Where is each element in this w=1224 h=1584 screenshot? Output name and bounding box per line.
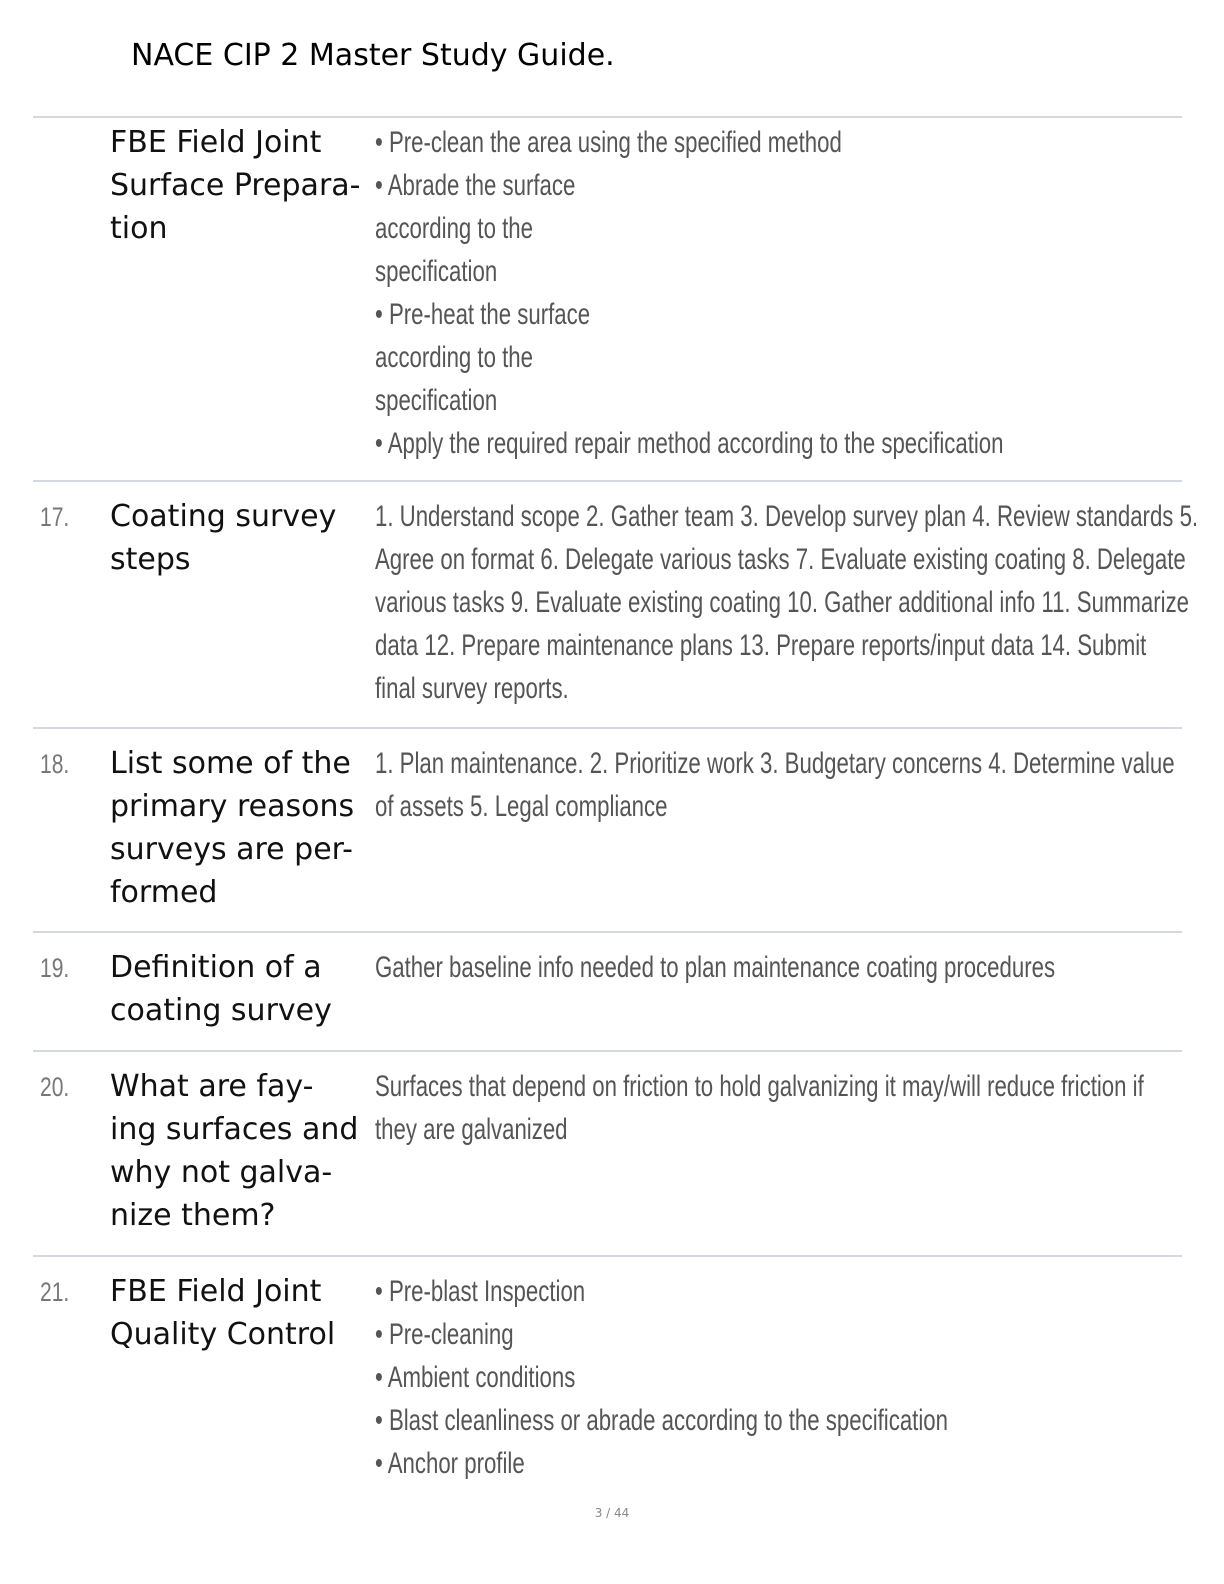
page-number: 3 / 44 (594, 1506, 630, 1520)
term-line: primary reasons (110, 789, 355, 824)
answer-line: • Pre-cleaning (375, 1318, 514, 1351)
term-line: Definition of a (110, 950, 322, 985)
card-number: 20. (40, 1072, 70, 1102)
answer-line: specification (375, 255, 498, 288)
card-answer (375, 1270, 1159, 1485)
card-number: 19. (40, 953, 70, 983)
document-title: NACE CIP 2 Master Study Guide. (131, 38, 615, 73)
answer-line: data 12. Prepare maintenance plans 13. Prepare reports/input data 14. Submit (375, 629, 1147, 662)
answer-line: • Anchor profile (375, 1447, 525, 1480)
answer-line: various tasks 9. Evaluate existing coating 10. Gather additional info 11. Summarize (375, 586, 1190, 619)
term-line: nize them? (110, 1198, 276, 1233)
answer-line: of assets 5. Legal compliance (375, 790, 668, 823)
answer-line: Gather baseline info needed to plan maintenance coating procedures (375, 951, 1056, 984)
term-line: List some of the (110, 746, 351, 781)
term-line: formed (110, 875, 218, 910)
answer-line: Surfaces that depend on friction to hold galvanizing it may/will reduce friction if (375, 1070, 1144, 1103)
term-line: FBE Field Joint (110, 125, 322, 160)
flashcard (33, 480, 1199, 727)
term-line: tion (110, 211, 168, 246)
answer-line: • Pre-blast Inspection (375, 1275, 586, 1308)
term-line: ing surfaces and (110, 1112, 359, 1147)
card-number: 18. (40, 749, 70, 779)
card-number: 17. (40, 502, 70, 532)
answer-line: • Ambient conditions (375, 1361, 576, 1394)
answer-line: specification (375, 384, 498, 417)
card-term (110, 742, 368, 914)
answer-line: • Pre-clean the area using the specified method (375, 126, 842, 159)
flashcard (33, 1050, 1182, 1255)
term-line: FBE Field Joint (110, 1274, 322, 1309)
answer-line: • Abrade the surface (375, 169, 576, 202)
card-term (110, 121, 368, 250)
card-answer (375, 121, 1159, 465)
card-term (110, 495, 368, 581)
answer-line: 1. Plan maintenance. 2. Prioritize work 3. Budgetary concerns 4. Determine value (375, 747, 1175, 780)
answer-line: 1. Understand scope 2. Gather team 3. Develop survey plan 4. Review standards 5. (375, 500, 1199, 533)
answer-line: • Blast cleanliness or abrade according to the specification (375, 1404, 948, 1437)
card-answer (375, 1065, 1159, 1151)
term-line: coating survey (110, 993, 332, 1028)
term-line: Quality Control (110, 1317, 336, 1352)
answer-line: they are galvanized (375, 1113, 568, 1146)
card-term (110, 1065, 368, 1237)
flashcard (33, 116, 1182, 480)
term-line: What are fay- (110, 1069, 314, 1104)
term-line: Coating survey (110, 499, 337, 534)
flashcard (33, 1255, 1182, 1497)
answer-line: final survey reports. (375, 672, 569, 705)
term-line: why not galva- (110, 1155, 333, 1190)
card-term (110, 1270, 368, 1356)
answer-line: • Pre-heat the surface (375, 298, 591, 331)
term-line: surveys are per- (110, 832, 353, 867)
card-answer (375, 946, 1159, 989)
flashcard (33, 727, 1182, 931)
answer-line: according to the (375, 212, 533, 245)
flashcard-list (33, 116, 1199, 1497)
answer-line: Agree on format 6. Delegate various tasks 7. Evaluate existing coating 8. Delegate (375, 543, 1186, 576)
card-number: 21. (40, 1277, 70, 1307)
flashcard (33, 931, 1182, 1050)
card-answer (375, 495, 1199, 710)
term-line: Surface Prepara- (110, 168, 361, 203)
card-answer (375, 742, 1175, 828)
answer-line: • Apply the required repair method according to the specification (375, 427, 1004, 460)
term-line: steps (110, 542, 191, 577)
answer-line: according to the (375, 341, 533, 374)
card-term (110, 946, 368, 1032)
